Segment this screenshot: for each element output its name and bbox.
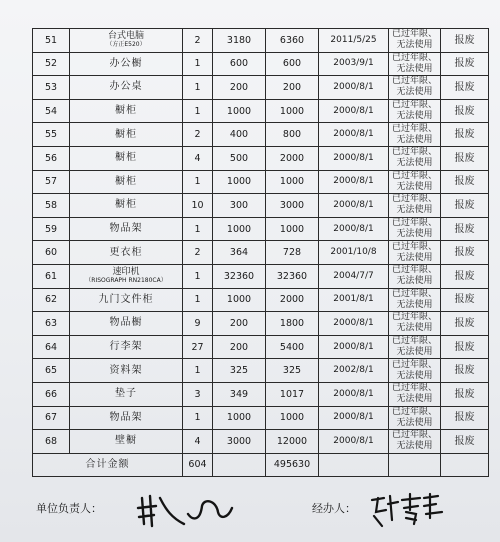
item-status-cell [389,241,441,265]
row-number: 54 [33,99,70,123]
item-unit-price: 32360 [213,264,266,288]
total-empty-cell [389,453,441,477]
item-quantity: 2 [183,123,213,147]
item-name-cell [70,312,183,336]
table-row [33,288,489,312]
item-purchase-date: 2000/8/1 [319,146,389,170]
table-row [33,335,489,359]
item-status-line: 已过年限、 [391,312,437,323]
item-name-cell [70,52,183,76]
table-row [33,52,489,76]
item-amount: 12000 [266,430,319,454]
item-quantity: 2 [183,29,213,53]
item-status-line: 无法使用 [396,111,433,122]
item-status-line: 已过年限、 [391,383,437,394]
item-name: 资料架 [109,364,143,376]
item-name-cell [70,123,183,147]
table-row [33,170,489,194]
item-unit-price: 200 [213,76,266,100]
item-purchase-date: 2001/8/1 [319,288,389,312]
row-number: 65 [33,359,70,383]
item-remark: 报废 [441,406,489,430]
row-number: 66 [33,382,70,406]
total-label: 合计金额 [33,453,183,477]
total-amount: 495630 [266,453,319,477]
item-status-line: 无法使用 [396,158,433,169]
item-remark: 报废 [441,217,489,241]
item-amount: 1000 [266,406,319,430]
item-name-cell [70,76,183,100]
item-status-line: 无法使用 [396,276,433,287]
item-status-cell [389,52,441,76]
item-status-cell [389,312,441,336]
item-unit-price: 1000 [213,406,266,430]
item-unit-price: 400 [213,123,266,147]
item-status-cell [389,99,441,123]
item-status-line: 无法使用 [396,299,433,310]
item-purchase-date: 2011/5/25 [319,29,389,53]
row-number: 55 [33,123,70,147]
item-amount: 1017 [266,382,319,406]
item-purchase-date: 2003/9/1 [319,52,389,76]
item-amount: 2000 [266,146,319,170]
handler-signature [368,490,448,532]
item-status-line: 已过年限、 [391,218,437,229]
item-unit-price: 300 [213,194,266,218]
item-status-line: 已过年限、 [391,170,437,181]
item-status-cell [389,288,441,312]
item-quantity: 1 [183,170,213,194]
table-row [33,29,489,53]
item-status-line: 已过年限、 [391,100,437,111]
item-status-line: 已过年限、 [391,406,437,417]
item-amount: 1800 [266,312,319,336]
item-unit-price: 349 [213,382,266,406]
item-amount: 728 [266,241,319,265]
item-status-line: 无法使用 [396,134,433,145]
item-remark: 报废 [441,430,489,454]
row-number: 51 [33,29,70,53]
item-name-cell [70,194,183,218]
item-unit-price: 1000 [213,99,266,123]
item-name: 物品橱 [109,317,143,329]
table-row [33,406,489,430]
item-status-cell [389,217,441,241]
item-unit-price: 600 [213,52,266,76]
row-number: 68 [33,430,70,454]
row-number: 59 [33,217,70,241]
item-name: 办公橱 [109,57,143,69]
item-unit-price: 3000 [213,430,266,454]
total-qty: 604 [183,453,213,477]
item-model: （RISOGRAPH RN2180CA） [85,277,167,285]
item-status-line: 无法使用 [396,370,433,381]
item-purchase-date: 2002/8/1 [319,359,389,383]
item-name-cell [70,335,183,359]
item-status-line: 已过年限、 [391,336,437,347]
item-purchase-date: 2000/8/1 [319,382,389,406]
item-remark: 报废 [441,264,489,288]
table-row [33,123,489,147]
row-number: 53 [33,76,70,100]
item-unit-price: 200 [213,312,266,336]
table-row [33,146,489,170]
item-model: （方正E520） [106,41,146,49]
item-remark: 报废 [441,146,489,170]
item-quantity: 9 [183,312,213,336]
item-unit-price: 1000 [213,217,266,241]
table-row [33,194,489,218]
row-number: 67 [33,406,70,430]
total-row [33,453,489,477]
item-name: 橱柜 [115,152,137,164]
item-purchase-date: 2001/10/8 [319,241,389,265]
table-body [33,29,489,454]
item-status-cell [389,194,441,218]
item-name: 物品架 [109,411,143,423]
row-number: 52 [33,52,70,76]
item-amount: 1000 [266,170,319,194]
item-unit-price: 364 [213,241,266,265]
item-status-line: 已过年限、 [391,52,437,63]
item-unit-price: 200 [213,335,266,359]
item-status-line: 已过年限、 [391,29,437,40]
item-unit-price: 325 [213,359,266,383]
item-status-line: 无法使用 [396,181,433,192]
item-status-line: 已过年限、 [391,288,437,299]
item-status-line: 已过年限、 [391,265,437,276]
unit-head-label: 单位负责人： [36,502,102,515]
item-unit-price: 1000 [213,170,266,194]
item-name: 橱柜 [115,175,137,187]
item-status-cell [389,123,441,147]
item-remark: 报废 [441,335,489,359]
item-status-line: 无法使用 [396,417,433,428]
item-status-cell [389,76,441,100]
item-status-line: 无法使用 [396,40,433,51]
item-name-cell [70,264,183,288]
item-amount: 325 [266,359,319,383]
row-number: 63 [33,312,70,336]
item-purchase-date: 2004/7/7 [319,264,389,288]
item-name: 行李架 [109,341,143,353]
item-quantity: 1 [183,359,213,383]
table-row [33,241,489,265]
item-amount: 3000 [266,194,319,218]
item-name: 壁橱 [115,435,137,447]
item-quantity: 4 [183,146,213,170]
item-name-cell [70,288,183,312]
item-status-line: 无法使用 [396,229,433,240]
asset-disposal-table [32,28,489,477]
item-purchase-date: 2000/8/1 [319,335,389,359]
item-status-cell [389,406,441,430]
table-row [33,359,489,383]
item-status-line: 已过年限、 [391,241,437,252]
row-number: 61 [33,264,70,288]
table-row [33,382,489,406]
item-unit-price: 1000 [213,288,266,312]
item-quantity: 27 [183,335,213,359]
item-amount: 800 [266,123,319,147]
row-number: 58 [33,194,70,218]
item-status-line: 已过年限、 [391,147,437,158]
item-name-cell [70,217,183,241]
item-purchase-date: 2000/8/1 [319,217,389,241]
item-name-cell [70,430,183,454]
item-name-cell [70,146,183,170]
item-status-cell [389,430,441,454]
item-status-line: 已过年限、 [391,123,437,134]
total-empty-cell [441,453,489,477]
total-empty-cell [319,453,389,477]
item-status-line: 已过年限、 [391,430,437,441]
item-quantity: 1 [183,264,213,288]
item-name: 台式电脑 [107,31,144,42]
table-row [33,99,489,123]
item-amount: 32360 [266,264,319,288]
item-purchase-date: 2000/8/1 [319,430,389,454]
item-purchase-date: 2000/8/1 [319,170,389,194]
item-quantity: 3 [183,382,213,406]
item-name: 橱柜 [115,199,137,211]
item-status-line: 已过年限、 [391,194,437,205]
item-status-line: 无法使用 [396,394,433,405]
item-quantity: 1 [183,217,213,241]
item-name-cell [70,241,183,265]
item-remark: 报废 [441,241,489,265]
item-status-line: 无法使用 [396,205,433,216]
item-name: 办公桌 [109,81,143,93]
item-quantity: 4 [183,430,213,454]
item-status-line: 无法使用 [396,441,433,452]
table-row [33,217,489,241]
item-status-cell [389,170,441,194]
item-name-cell [70,99,183,123]
item-amount: 600 [266,52,319,76]
item-name-cell [70,359,183,383]
item-remark: 报废 [441,52,489,76]
item-quantity: 1 [183,52,213,76]
item-quantity: 1 [183,76,213,100]
row-number: 56 [33,146,70,170]
item-purchase-date: 2000/8/1 [319,99,389,123]
row-number: 62 [33,288,70,312]
total-empty-cell [213,453,266,477]
item-quantity: 2 [183,241,213,265]
handler-label: 经办人： [312,502,356,515]
table-row [33,264,489,288]
item-name: 橱柜 [115,105,137,117]
row-number: 57 [33,170,70,194]
item-status-line: 已过年限、 [391,76,437,87]
item-purchase-date: 2000/8/1 [319,123,389,147]
item-unit-price: 500 [213,146,266,170]
item-remark: 报废 [441,288,489,312]
item-status-cell [389,146,441,170]
item-status-line: 无法使用 [396,252,433,263]
item-unit-price: 3180 [213,29,266,53]
item-name-cell [70,382,183,406]
item-amount: 1000 [266,217,319,241]
item-name-cell [70,406,183,430]
item-purchase-date: 2000/8/1 [319,406,389,430]
item-status-line: 无法使用 [396,63,433,74]
item-status-cell [389,29,441,53]
item-quantity: 1 [183,288,213,312]
item-status-cell [389,382,441,406]
item-remark: 报废 [441,194,489,218]
unit-head-signature [136,490,256,530]
item-name: 橱柜 [115,128,137,140]
item-status-line: 无法使用 [396,323,433,334]
item-remark: 报废 [441,170,489,194]
item-status-line: 已过年限、 [391,359,437,370]
item-name-cell [70,29,183,53]
item-name: 垫子 [115,388,137,400]
item-status-cell [389,335,441,359]
row-number: 64 [33,335,70,359]
item-remark: 报废 [441,312,489,336]
item-remark: 报废 [441,29,489,53]
item-amount: 2000 [266,288,319,312]
item-name: 速印机 [112,267,140,278]
item-name: 物品架 [109,223,143,235]
signature-area [32,490,488,542]
item-quantity: 1 [183,99,213,123]
item-amount: 6360 [266,29,319,53]
item-status-cell [389,359,441,383]
item-remark: 报废 [441,99,489,123]
item-remark: 报废 [441,359,489,383]
item-quantity: 10 [183,194,213,218]
table-row [33,312,489,336]
item-amount: 1000 [266,99,319,123]
item-remark: 报废 [441,123,489,147]
item-amount: 5400 [266,335,319,359]
table-row [33,76,489,100]
item-status-line: 无法使用 [396,87,433,98]
item-purchase-date: 2000/8/1 [319,312,389,336]
item-purchase-date: 2000/8/1 [319,194,389,218]
item-status-cell [389,264,441,288]
table-row [33,430,489,454]
item-name-cell [70,170,183,194]
item-quantity: 1 [183,406,213,430]
item-remark: 报废 [441,76,489,100]
item-name: 九门文件柜 [98,293,154,305]
item-status-line: 无法使用 [396,347,433,358]
item-name: 更衣柜 [109,246,143,258]
row-number: 60 [33,241,70,265]
item-amount: 200 [266,76,319,100]
item-remark: 报废 [441,382,489,406]
item-purchase-date: 2000/8/1 [319,76,389,100]
